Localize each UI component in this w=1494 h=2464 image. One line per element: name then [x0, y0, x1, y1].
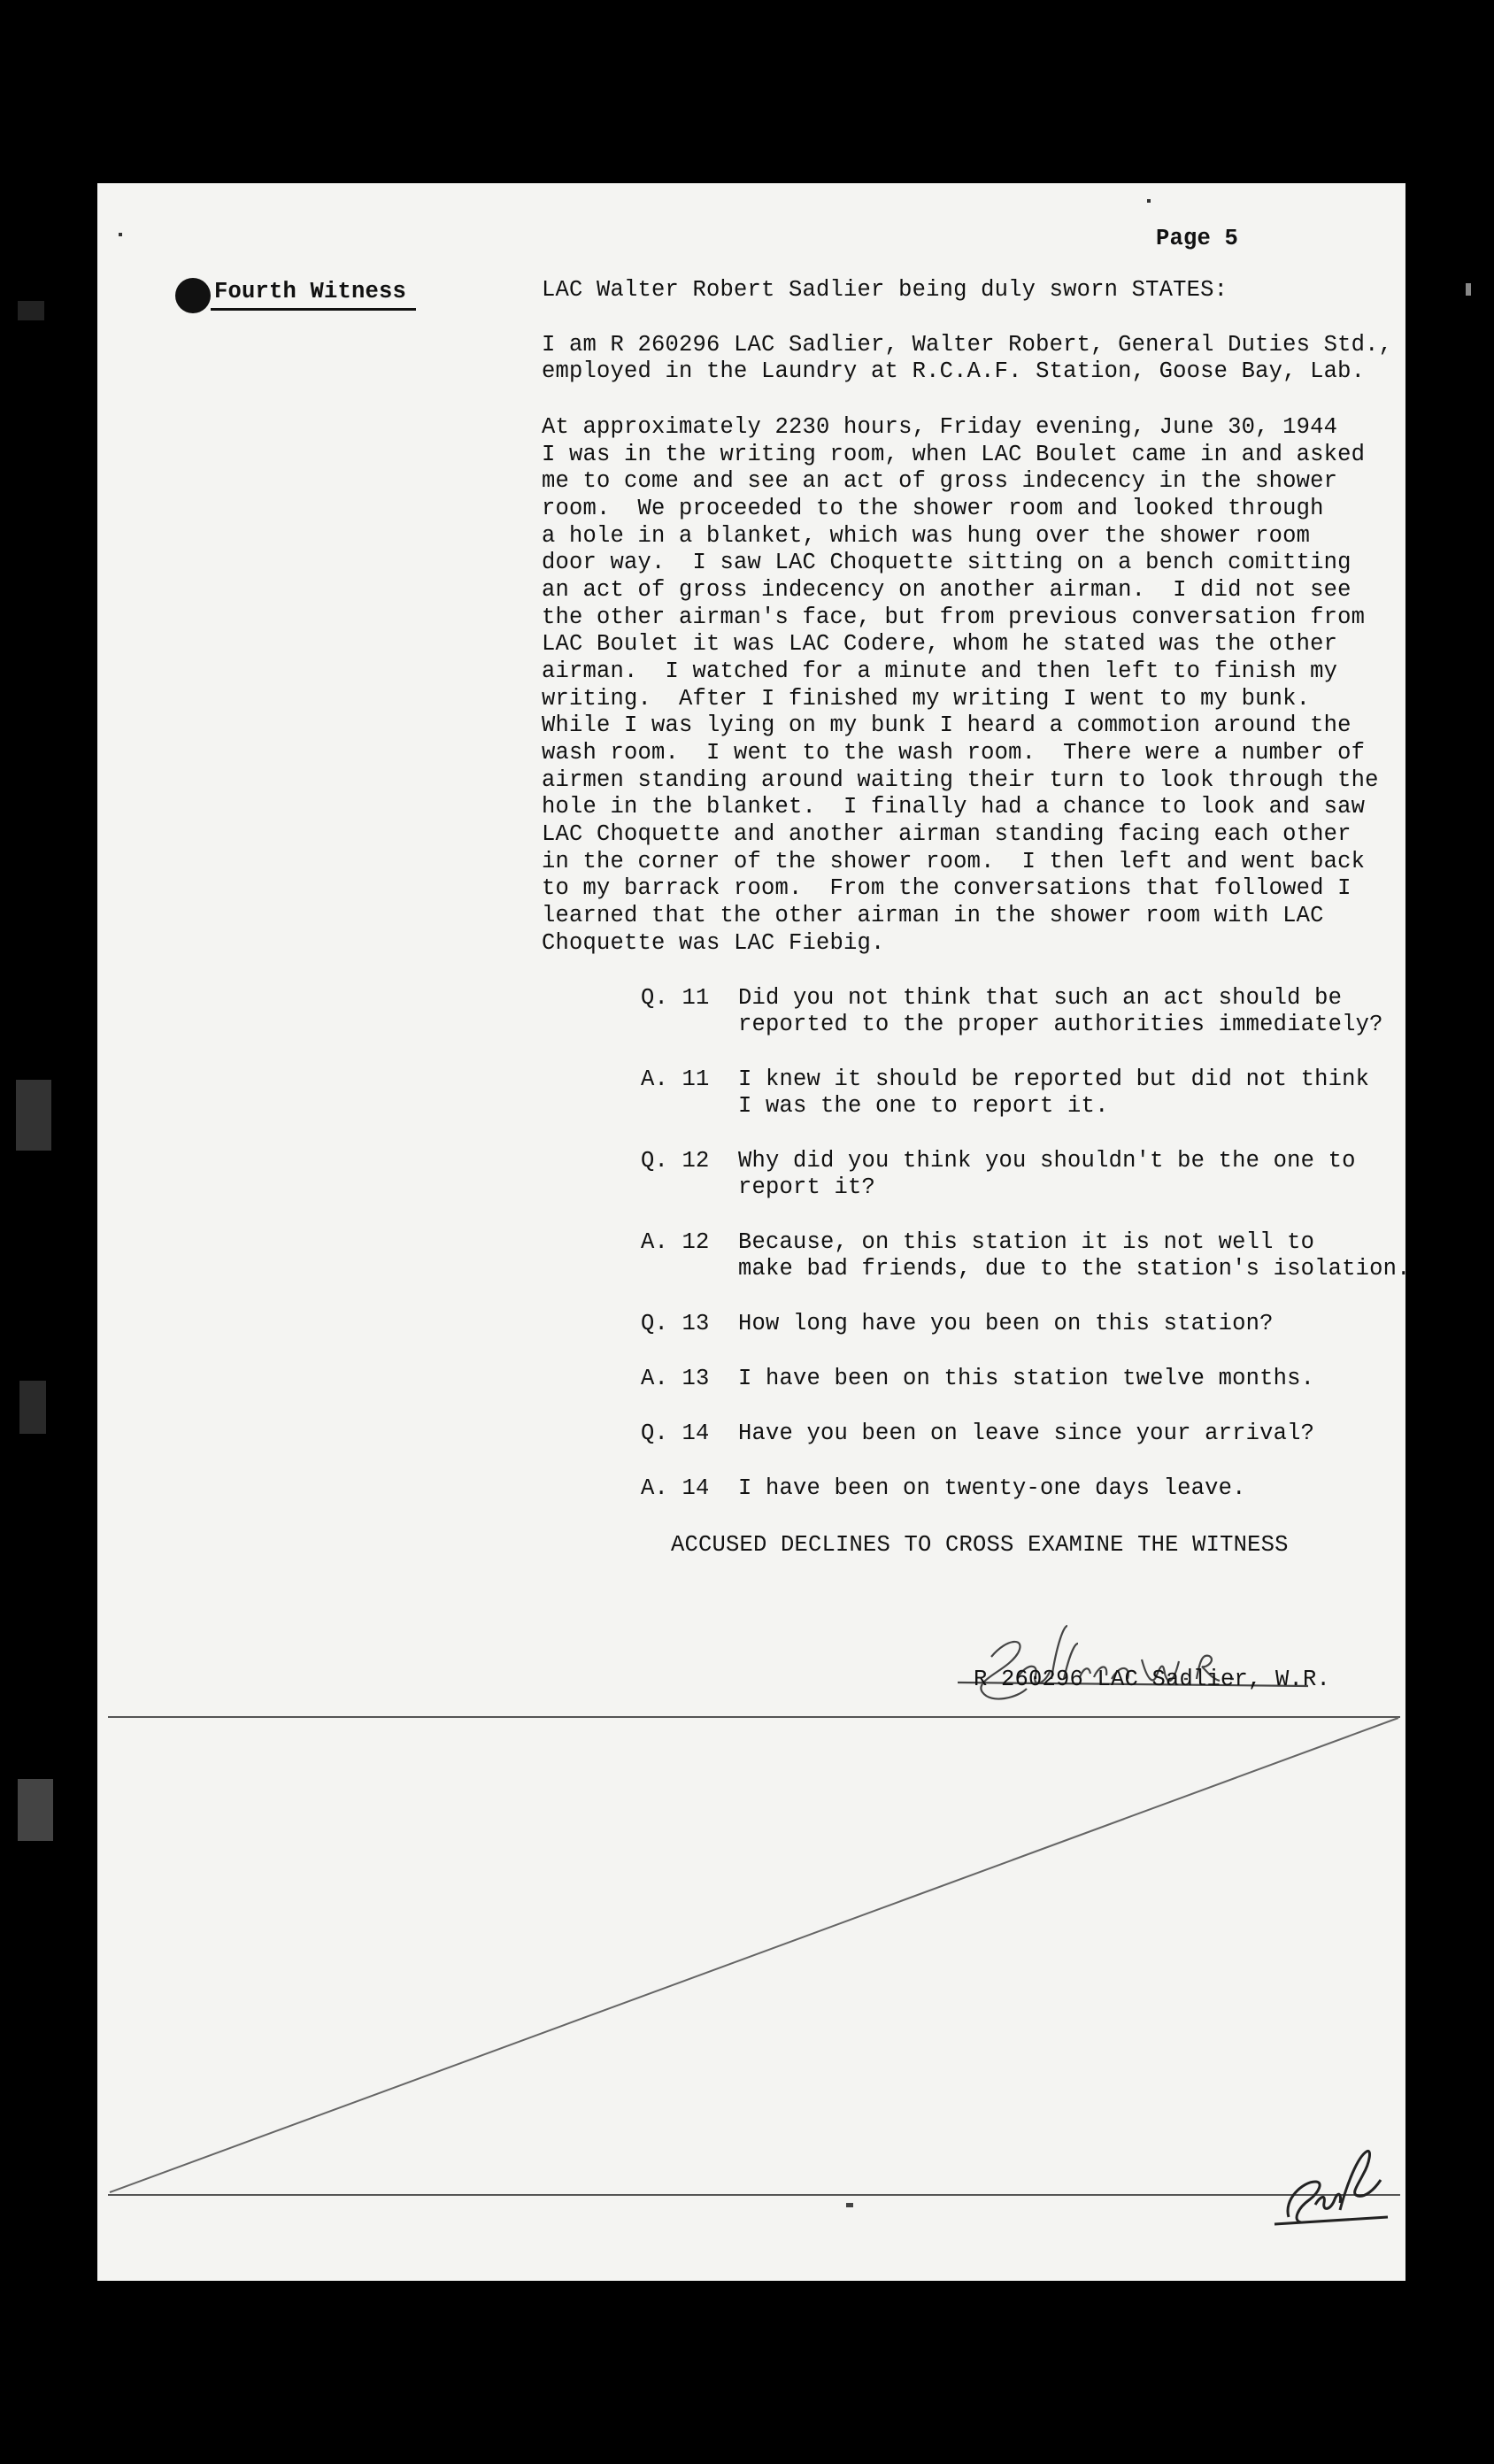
qa-line: make bad friends, due to the station's isolation. [738, 1256, 1411, 1282]
statement-line: me to come and see an act of gross indecency in the shower [542, 468, 1338, 494]
statement-line: in the corner of the shower room. I then left and went back [542, 849, 1366, 874]
qa-tag: A. 14 [641, 1475, 710, 1501]
statement-line: the other airman's face, but from previous conversation from [542, 604, 1366, 630]
statement-line: door way. I saw LAC Choquette sitting on a bench comitting [542, 550, 1352, 575]
statement-line: to my barrack room. From the conversations that followed I [542, 875, 1352, 901]
qa-tag: A. 12 [641, 1229, 710, 1255]
intro-line: I am R 260296 LAC Sadlier, Walter Robert, General Duties Std., [542, 332, 1393, 358]
qa-line: I have been on twenty-one days leave. [738, 1475, 1246, 1501]
qa-line: I have been on this station twelve months. [738, 1366, 1315, 1391]
qa-tag: Q. 13 [641, 1311, 710, 1336]
paper-speck [119, 233, 122, 236]
scan-edge-mark [18, 1779, 53, 1841]
scan-edge-mark [1466, 283, 1471, 296]
bullet-dot-icon [175, 278, 211, 313]
statement-line: While I was lying on my bunk I heard a commotion around the [542, 712, 1352, 738]
scan-edge-mark [18, 301, 44, 320]
qa-line: I knew it should be reported but did not think [738, 1066, 1370, 1092]
paper-speck [1147, 199, 1151, 203]
signature-typed-line: R 260296 LAC Sadlier, W.R. [974, 1667, 1331, 1692]
statement-line: room. We proceeded to the shower room and looked through [542, 496, 1324, 521]
document-page [97, 183, 1411, 2281]
statement-line: learned that the other airman in the shower room with LAC [542, 903, 1324, 928]
statement-line: an act of gross indecency on another airman. I did not see [542, 577, 1352, 603]
qa-tag: Q. 12 [641, 1148, 710, 1174]
qa-tag: A. 13 [641, 1366, 710, 1391]
scan-edge-mark [16, 1080, 51, 1151]
divider-bottom [108, 2194, 1400, 2196]
scan-edge-mark [19, 1381, 46, 1434]
statement-line: At approximately 2230 hours, Friday evening, June 30, 1944 [542, 414, 1338, 440]
divider-top [108, 1716, 1400, 1718]
statement-line: hole in the blanket. I finally had a chance to look and saw [542, 794, 1366, 820]
qa-line: Did you not think that such an act should be [738, 985, 1343, 1011]
qa-tag: Q. 11 [641, 985, 710, 1011]
qa-line: Have you been on leave since your arrival? [738, 1421, 1315, 1446]
qa-tag: Q. 14 [641, 1421, 710, 1446]
witness-heading: LAC Walter Robert Sadlier being duly sworn STATES: [542, 277, 1228, 303]
qa-line: Because, on this station it is not well to [738, 1229, 1315, 1255]
qa-tag: A. 11 [641, 1066, 710, 1092]
statement-line: LAC Boulet it was LAC Codere, whom he stated was the other [542, 631, 1338, 657]
qa-line: I was the one to report it. [738, 1093, 1109, 1119]
statement-line: writing. After I finished my writing I went to my bunk. [542, 686, 1311, 712]
statement-line: LAC Choquette and another airman standing facing each other [542, 821, 1352, 847]
statement-line: I was in the writing room, when LAC Boulet came in and asked [542, 442, 1366, 467]
qa-line: report it? [738, 1174, 876, 1200]
closing-statement: ACCUSED DECLINES TO CROSS EXAMINE THE WITNESS [671, 1532, 1289, 1558]
section-label-underline [211, 308, 416, 311]
section-label: Fourth Witness [214, 279, 407, 304]
qa-line: How long have you been on this station? [738, 1311, 1274, 1336]
statement-line: airmen standing around waiting their turn to look through the [542, 767, 1379, 793]
paper-speck [846, 2203, 853, 2207]
qa-line: reported to the proper authorities immediately? [738, 1012, 1383, 1037]
statement-line: wash room. I went to the wash room. There were a number of [542, 740, 1366, 766]
statement-line: a hole in a blanket, which was hung over the shower room [542, 523, 1311, 549]
statement-line: Choquette was LAC Fiebig. [542, 930, 885, 956]
qa-line: Why did you think you shouldn't be the one to [738, 1148, 1356, 1174]
statement-line: airman. I watched for a minute and then left to finish my [542, 658, 1338, 684]
intro-line: employed in the Laundry at R.C.A.F. Station, Goose Bay, Lab. [542, 358, 1366, 384]
page-number: Page 5 [1156, 226, 1239, 251]
